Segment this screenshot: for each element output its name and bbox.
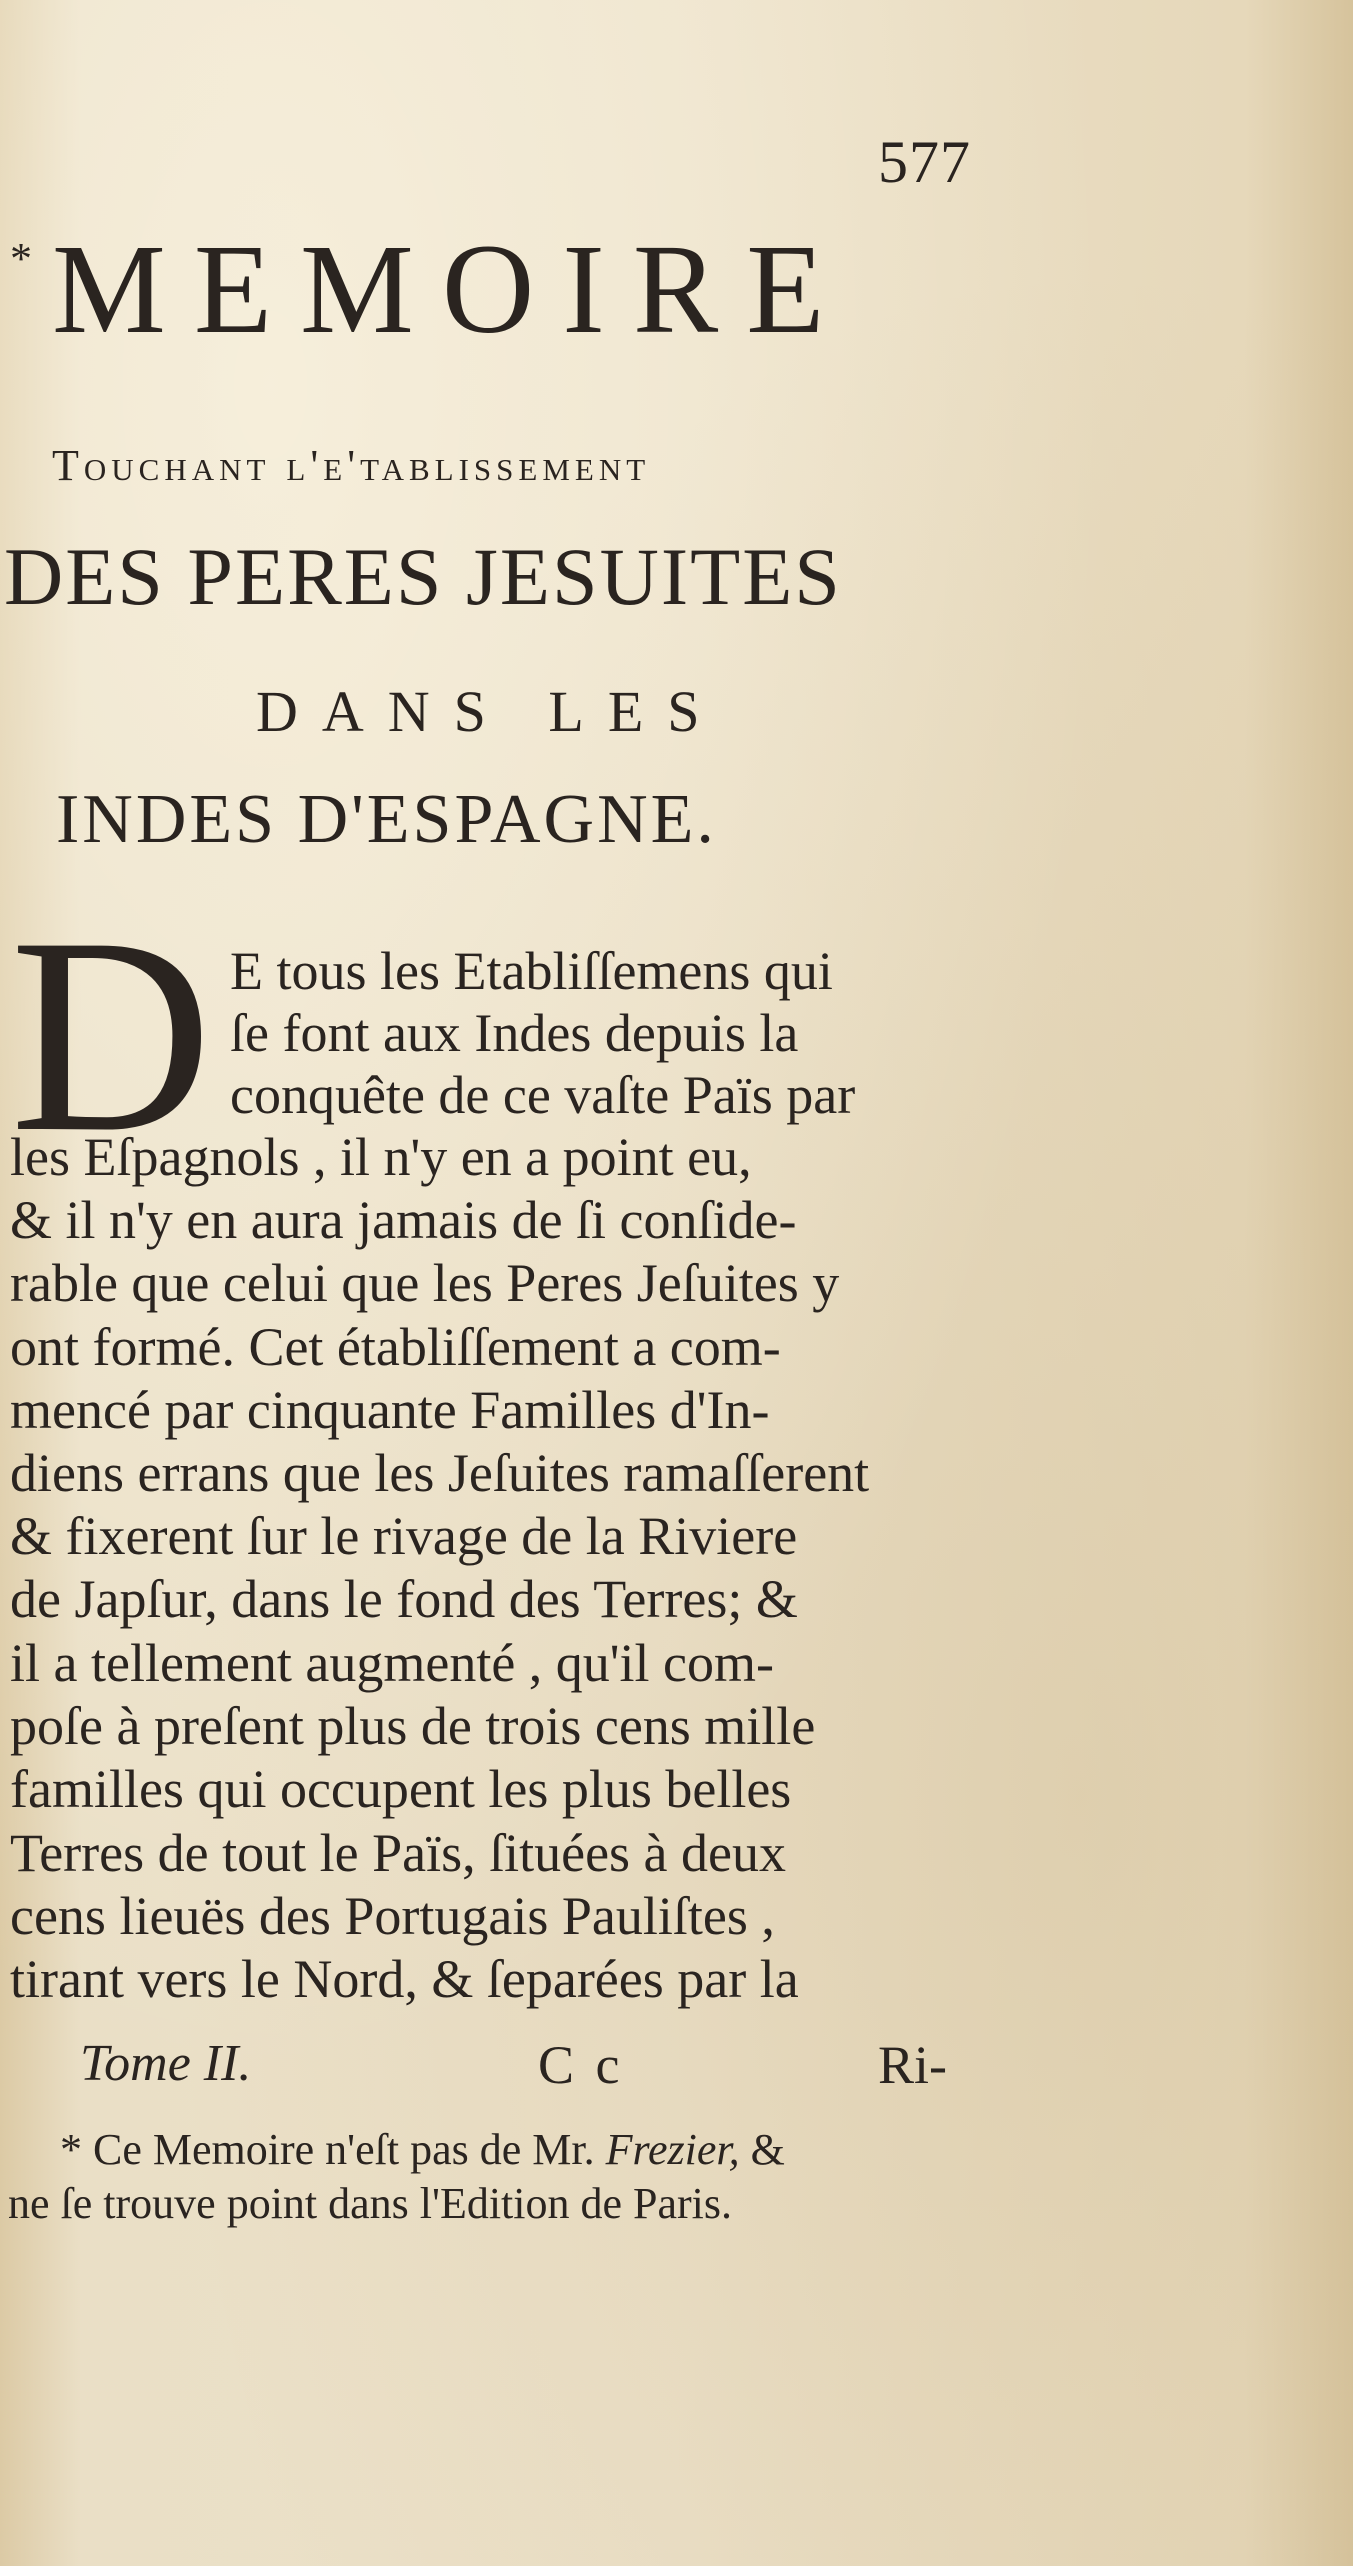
body-line: mencé par cinquante Familles d'In- [10,1380,770,1440]
body-line: ſe font aux Indes depuis la [230,1003,799,1063]
footnote-line-1 [60,2124,785,2175]
volume-signature: Tome II. [80,2035,252,2092]
subtitle-peres-jesuites: DES PERES JESUITES [4,531,842,622]
drop-cap: D [10,879,213,1190]
body-line: il a tellement augmenté , qu'il com- [10,1633,774,1693]
body-line: ont formé. Cet établiſſement a com- [10,1317,781,1377]
footnote-text: & [750,2125,785,2174]
footnote-text: * Ce Memoire n'eſt pas de Mr. [60,2125,595,2174]
gathering-mark: C c [538,2035,624,2095]
catchword: Ri- [878,2035,948,2095]
body-line: conquête de ce vaſte Païs par [230,1065,856,1125]
subtitle-touchant: Touchant l'e'tablissement [52,441,651,490]
body-line: Terres de tout le Païs, ſituées à deux [10,1823,786,1883]
body-line: & il n'y en aura jamais de ſi conſide- [10,1190,797,1250]
body-line: cens lieuës des Portugais Pauliſtes , [10,1886,775,1946]
footnote-name: Frezier, [605,2125,740,2174]
page-number: 577 [878,129,971,195]
body-line: les Eſpagnols , il n'y en a point eu, [10,1127,752,1187]
body-line: de Japſur, dans le fond des Terres; & [10,1569,798,1629]
subtitle-indes: INDES D'ESPAGNE. [56,781,717,858]
body-line: E tous les Etabliſſemens qui [230,941,833,1001]
body-line: diens errans que les Jeſuites ramaſſerent [10,1443,870,1503]
body-line: familles qui occupent les plus belles [10,1759,792,1819]
title-asterisk: * [10,234,32,283]
body-line: poſe à preſent plus de trois cens mille [10,1696,816,1756]
body-line: & fixerent ſur le rivage de la Riviere [10,1506,798,1566]
page-title: MEMOIRE [52,218,853,360]
body-line: tirant vers le Nord, & ſeparées par la [10,1949,799,2009]
body-line: rable que celui que les Peres Jeſuites y [10,1253,840,1313]
footnote-line-2: ne ſe trouve point dans l'Edition de Paris. [8,2179,733,2228]
subtitle-dans-les: DANS LES [256,679,724,744]
